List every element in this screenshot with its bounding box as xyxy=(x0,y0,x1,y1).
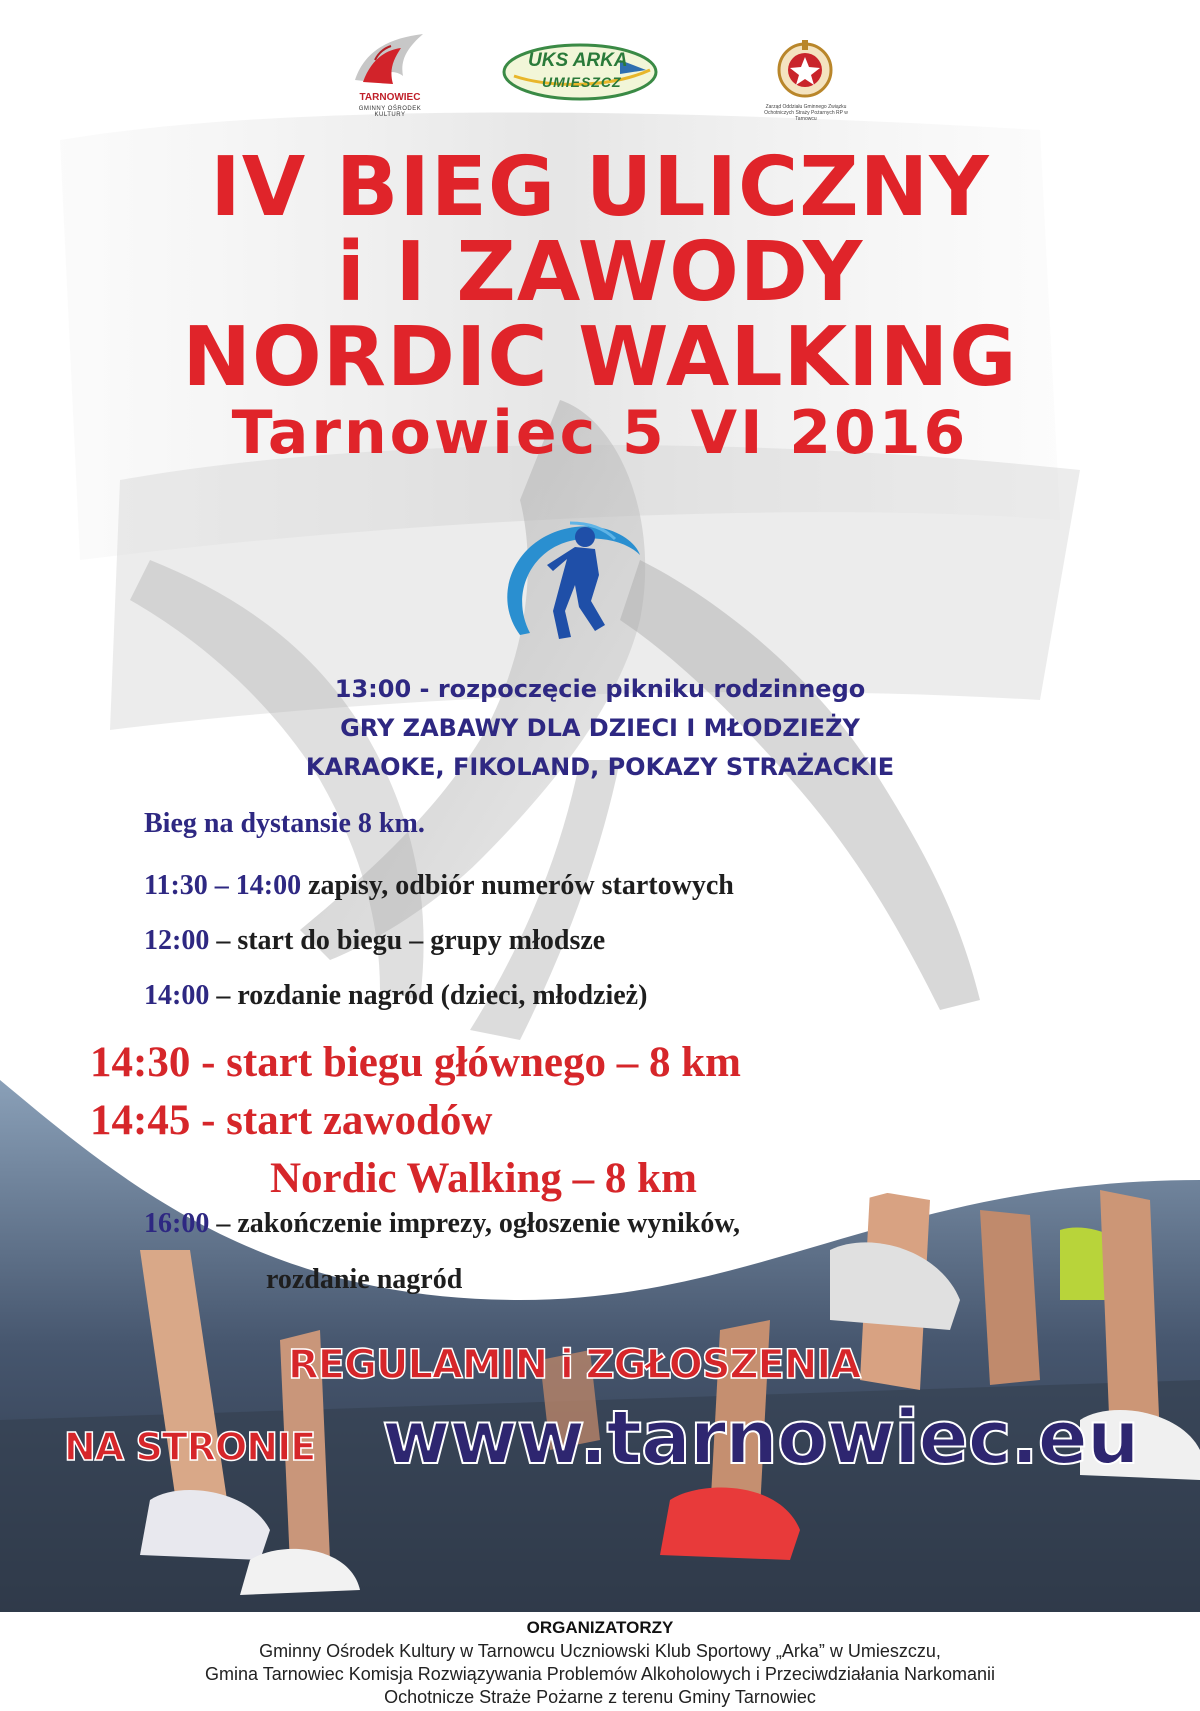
registration-url-link[interactable]: www.tarnowiec.eu xyxy=(382,1395,1139,1481)
osp-logo xyxy=(760,38,850,128)
schedule-text: zapisy, odbiór numerów startowych xyxy=(301,870,734,901)
tarnowiec-logo-subtitle: GMINNY OŚRODEK KULTURY xyxy=(358,106,422,118)
schedule-item-youth-start xyxy=(144,925,605,957)
schedule-time: 11:30 – 14:00 xyxy=(144,870,302,901)
picnic-attractions: KARAOKE, FIKOLAND, POKAZY STRAŻACKIE xyxy=(305,753,895,781)
title-date: Tarnowiec 5 VI 2016 xyxy=(231,398,969,468)
schedule-text: – start do biegu – grupy młodsze xyxy=(209,925,606,956)
organizers-line-2: Gmina Tarnowiec Komisja Rozwiązywania Problemów Alkoholowych i Przeciwdziałania Narkomanii xyxy=(205,1664,995,1684)
uks-arka-logo xyxy=(500,42,660,102)
title-line-1: IV BIEG ULICZNY xyxy=(210,140,990,235)
schedule-time: 14:00 xyxy=(144,980,210,1011)
schedule-item-youth-awards xyxy=(144,980,647,1012)
title-line-3: NORDIC WALKING xyxy=(182,310,1018,405)
registration-prefix: NA STRONIE xyxy=(64,1425,316,1469)
organizers-line-3: Ochotnicze Straże Pożarne z terenu Gminy Tarnowiec xyxy=(384,1687,816,1707)
organizers-line-1: Gminny Ośrodek Kultury w Tarnowcu Uczniowski Klub Sportowy „Arka” w Umieszczu, xyxy=(259,1641,941,1661)
osp-logo-caption: Zarząd Oddziału Gminnego Związku Ochotniczych Straży Pożarnych RP w Tarnowcu xyxy=(764,104,848,122)
organizers-title: ORGANIZATORZY xyxy=(526,1618,674,1637)
nordic-walking-distance: Nordic Walking – 8 km xyxy=(270,1155,697,1202)
schedule-text: – rozdanie nagród (dzieci, młodzież) xyxy=(209,980,648,1011)
uks-arka-name: UKS ARKA xyxy=(528,50,628,71)
title-line-2: i I ZAWODY xyxy=(336,225,864,320)
schedule-item-closing-awards: rozdanie nagród xyxy=(266,1264,463,1295)
registration-heading: REGULAMIN i ZGŁOSZENIA xyxy=(288,1342,861,1388)
picnic-games: GRY ZABAWY DLA DZIECI I MŁODZIEŻY xyxy=(340,714,860,742)
logos-row xyxy=(0,30,1200,130)
schedule-time: 12:00 xyxy=(144,925,210,956)
schedule-item-registration xyxy=(144,870,734,902)
nordic-walking-start: 14:45 - start zawodów xyxy=(90,1097,493,1144)
fire-brigade-emblem-icon xyxy=(760,38,850,102)
run-distance: Bieg na dystansie 8 km. xyxy=(144,808,425,839)
uks-arka-town: UMIESZCZ xyxy=(542,74,622,90)
schedule-item-closing xyxy=(144,1208,740,1240)
schedule-text: – zakończenie imprezy, ogłoszenie wyników, xyxy=(209,1208,741,1239)
tarnowiec-logo xyxy=(345,30,435,125)
schedule-time: 16:00 xyxy=(144,1208,210,1239)
runner-emblem-icon xyxy=(495,515,645,655)
picnic-start: 13:00 - rozpoczęcie pikniku rodzinnego xyxy=(334,675,866,703)
main-run-start: 14:30 - start biegu głównego – 8 km xyxy=(90,1039,741,1086)
tarnowiec-bird-icon xyxy=(345,30,435,92)
tarnowiec-logo-name: TARNOWIEC xyxy=(359,92,421,103)
